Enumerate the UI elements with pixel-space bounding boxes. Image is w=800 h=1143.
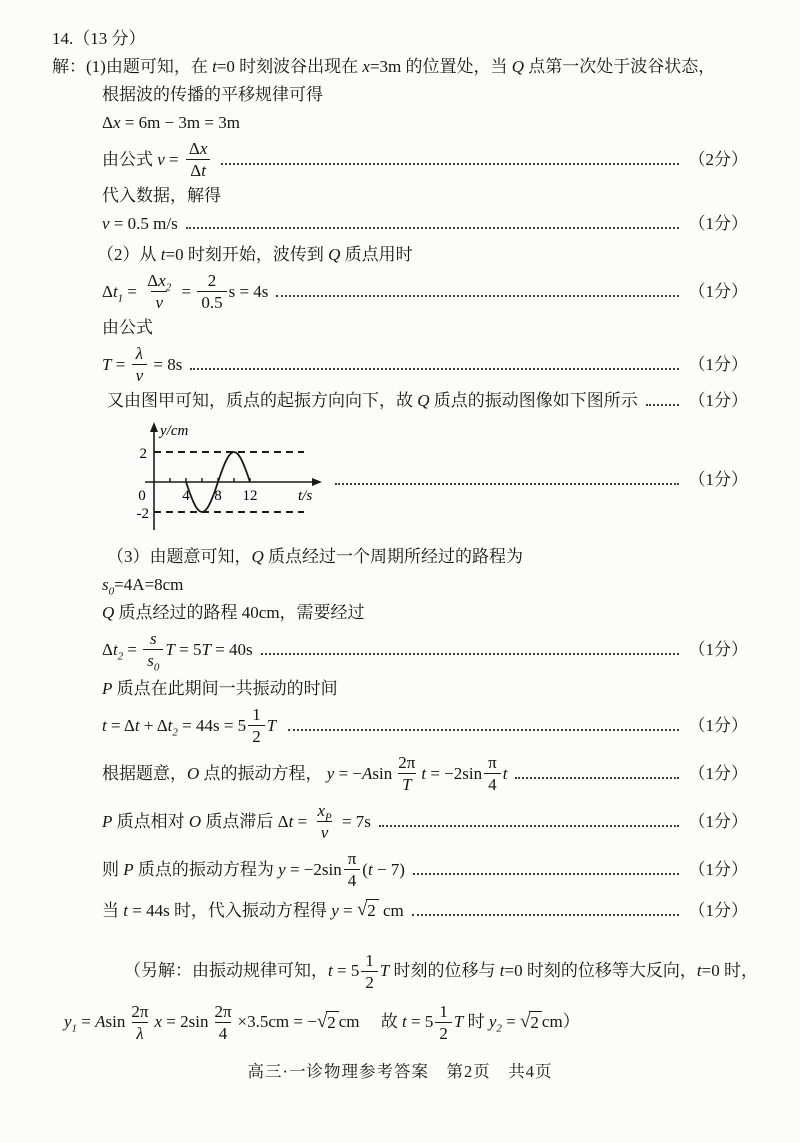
formula-v xyxy=(52,138,748,181)
fraction-numerator xyxy=(435,1001,452,1022)
text-segment: = 44s 时，代入振动方程得 xyxy=(127,900,332,920)
formula-t-total xyxy=(52,704,748,747)
text-segment: Δ xyxy=(102,113,113,132)
math-variable: $x_2$ xyxy=(158,271,172,294)
fraction xyxy=(435,1001,452,1044)
text-segment: = xyxy=(338,900,357,920)
math-variable: T xyxy=(201,639,211,659)
line-content xyxy=(102,676,338,702)
graph-row xyxy=(52,420,748,540)
text-segment xyxy=(276,713,280,739)
text-segment: =0 时， xyxy=(701,961,758,981)
fraction-denominator xyxy=(484,773,501,795)
fraction-denominator xyxy=(398,773,415,795)
y-axis-label: y/cm xyxy=(160,423,189,440)
fraction xyxy=(197,270,226,313)
formula-lag xyxy=(52,800,748,843)
math-variable: t xyxy=(421,763,427,783)
math-variable: x xyxy=(112,113,121,132)
fraction-denominator xyxy=(435,1022,452,1044)
text-segment: = xyxy=(501,1012,520,1032)
text-segment: = 5 xyxy=(406,1012,434,1032)
score-label: （1分） xyxy=(688,470,748,490)
math-variable: T xyxy=(266,715,277,735)
math-variable: t xyxy=(328,961,333,981)
line-content xyxy=(107,544,523,570)
math-variable: x xyxy=(362,57,370,76)
math-variable: t xyxy=(367,859,373,879)
text-segment: 质点相对 xyxy=(112,811,189,831)
text-segment: = − xyxy=(334,763,363,783)
problem-header xyxy=(52,26,748,52)
subscript: 1 xyxy=(71,1022,78,1035)
math-variable: y xyxy=(331,900,339,920)
text-segment: = xyxy=(123,639,142,659)
text-segment: Δ xyxy=(102,281,113,301)
text-by-formula xyxy=(52,315,748,341)
text-segment: − 7) xyxy=(372,859,405,879)
text-segment: = xyxy=(293,811,312,831)
text-segment: =0 时刻的位移等大反向， xyxy=(504,961,697,981)
text-segment: 2 xyxy=(365,972,374,992)
fraction xyxy=(394,752,419,795)
sqrt-expression xyxy=(317,1011,339,1033)
alt-solution-2 xyxy=(52,1001,748,1044)
math-variable: Q xyxy=(417,391,430,411)
subscript: 0 xyxy=(153,661,160,674)
text-segment: 1 xyxy=(365,950,374,970)
text-segment: 当 xyxy=(102,900,124,920)
dotted-leader xyxy=(335,483,679,485)
text-segment: sin xyxy=(105,1012,126,1032)
line-content xyxy=(124,950,758,993)
fraction-numerator xyxy=(394,752,419,773)
text-segment: ×3.5cm = − xyxy=(237,1012,317,1032)
text-segment: 4 xyxy=(347,871,357,891)
math-variable: t xyxy=(160,245,166,265)
fraction-numerator xyxy=(185,138,211,159)
subscript: 2 xyxy=(165,281,172,294)
fraction-numerator xyxy=(146,628,161,649)
text-segment: + Δ xyxy=(139,715,168,735)
text-segment: 2π xyxy=(131,1001,149,1021)
math-variable: Q xyxy=(102,603,115,623)
origin-label: 0 xyxy=(138,488,146,505)
fraction xyxy=(132,343,148,386)
math-variable: t xyxy=(696,961,702,981)
text-segment: 2 xyxy=(207,271,217,291)
sqrt-radicand: 2 xyxy=(326,1011,339,1033)
line-content xyxy=(102,343,182,386)
math-variable: P xyxy=(102,811,113,831)
text-segment: ( xyxy=(362,859,368,879)
math-variable: O xyxy=(188,811,202,831)
text-segment: cm） xyxy=(541,1012,580,1032)
text-segment: = 7s xyxy=(337,811,371,831)
math-variable: t xyxy=(402,1012,407,1032)
text-segment: Δ xyxy=(102,639,113,659)
part2-intro xyxy=(52,242,748,268)
fraction xyxy=(484,752,501,795)
fraction-denominator xyxy=(344,869,361,891)
text-segment: （3）由题意可知， xyxy=(107,547,252,567)
math-variable: t xyxy=(123,900,128,920)
text-segment: 2π xyxy=(214,1001,232,1021)
score-label: （1分） xyxy=(688,639,748,659)
text-segment: =4A=8cm xyxy=(114,575,184,595)
dotted-leader xyxy=(221,163,678,165)
math-variable: λ xyxy=(135,344,144,364)
fraction-numerator xyxy=(344,848,361,869)
text-path-40cm xyxy=(52,600,748,626)
dotted-leader xyxy=(288,729,678,731)
text-segment: cm xyxy=(378,900,404,920)
text-segment: 2π xyxy=(398,753,416,773)
math-variable: $y_1$ xyxy=(64,1012,78,1035)
text-segment: 质点的振动方程为 xyxy=(133,859,279,879)
text-graph-intro xyxy=(52,388,748,414)
text-segment: 质点用时 xyxy=(340,245,413,265)
math-variable: t xyxy=(134,715,140,735)
text-segment: = 6m − 3m = 3m xyxy=(120,113,240,132)
fraction-denominator xyxy=(361,971,378,993)
part3-intro xyxy=(52,544,748,570)
score-label: （1分） xyxy=(688,900,748,920)
formula-dt2 xyxy=(52,628,748,674)
line-content xyxy=(102,82,323,108)
subscript: 0 xyxy=(108,585,115,598)
line-content xyxy=(102,270,268,313)
text-segment: 1 xyxy=(439,1001,448,1021)
sqrt-radicand: 2 xyxy=(529,1011,542,1033)
score-label: （1分） xyxy=(688,354,748,374)
math-variable: $t_2$ xyxy=(112,639,124,663)
text-segment: 由公式 xyxy=(102,149,158,169)
fraction-numerator xyxy=(210,1001,235,1022)
math-variable: t xyxy=(102,715,107,735)
fraction-denominator xyxy=(132,1022,147,1044)
fraction-denominator xyxy=(151,291,167,313)
fraction xyxy=(248,704,265,747)
text-segment: = xyxy=(111,354,130,374)
math-variable: v xyxy=(157,149,165,169)
sqrt-expression xyxy=(520,1011,542,1033)
line-content xyxy=(102,704,280,747)
text-segment: = −2sin xyxy=(426,763,483,783)
line-content xyxy=(102,138,213,181)
dotted-leader xyxy=(413,873,679,875)
formula-y-result xyxy=(52,898,748,924)
alt-solution-1 xyxy=(52,950,758,993)
fraction-numerator xyxy=(361,950,378,971)
math-variable: T xyxy=(102,354,112,374)
subscript: 2 xyxy=(496,1022,502,1035)
score-label: （1分） xyxy=(688,763,748,783)
fraction xyxy=(127,1001,152,1044)
text-segment: 质点的振动图像如下图所示 xyxy=(429,391,638,411)
subscript: 2 xyxy=(117,650,124,663)
text-segment: = −2sin xyxy=(285,859,342,879)
formula-v-value xyxy=(52,211,748,237)
text-segment: 0.5 xyxy=(201,293,223,313)
text-segment: 时刻的位移与 xyxy=(389,961,500,981)
text-segment: 代入数据，解得 xyxy=(102,186,221,206)
line-content xyxy=(112,420,327,540)
score-label: （1分） xyxy=(688,214,748,234)
text-segment: = 40s xyxy=(210,639,253,659)
math-variable: $s_0$ xyxy=(147,651,160,674)
line-content xyxy=(102,898,404,924)
text-segment: π xyxy=(347,849,357,869)
fraction-denominator xyxy=(215,1022,232,1044)
math-variable: y xyxy=(326,763,335,783)
dotted-leader xyxy=(412,914,679,916)
dotted-leader xyxy=(190,368,678,370)
subscript: P xyxy=(324,811,332,824)
text-segment: =0 时刻波谷出现在 xyxy=(216,57,363,76)
line-content xyxy=(102,848,405,891)
x-axis-label: t/s xyxy=(298,488,313,505)
math-variable: t xyxy=(212,57,217,76)
text-segment: cm 故 xyxy=(338,1012,403,1032)
oscillation-graph xyxy=(112,420,327,540)
y-tick-label-2: 2 xyxy=(139,446,147,463)
text-segment: Δ xyxy=(147,271,159,291)
score-label: （1分） xyxy=(688,715,748,735)
math-variable: T xyxy=(453,1012,464,1032)
fraction-denominator xyxy=(197,291,226,313)
math-variable: T xyxy=(402,775,412,795)
text-segment: = 8s xyxy=(149,354,183,374)
dotted-leader xyxy=(276,295,678,297)
text-segment: = 0.5 m/s xyxy=(109,214,178,234)
subscript: 2 xyxy=(172,726,178,739)
text-substitute xyxy=(52,183,748,209)
math-variable: A xyxy=(362,763,373,783)
math-variable: $t_1$ xyxy=(112,281,124,304)
math-variable: t xyxy=(288,811,294,831)
math-variable: $s_0$ xyxy=(102,575,115,598)
fraction xyxy=(143,628,163,674)
fraction-numerator xyxy=(248,704,265,725)
math-variable: t xyxy=(201,161,206,181)
dotted-leader xyxy=(261,653,679,655)
text-P-time xyxy=(52,676,748,702)
text-segment: 由公式 xyxy=(102,318,153,338)
score-label: （1分） xyxy=(688,391,748,411)
math-variable: Q xyxy=(511,57,525,76)
text-segment: 质点经过的路程 40cm，需要经过 xyxy=(114,603,365,623)
math-variable: y xyxy=(278,859,286,879)
line-content xyxy=(102,110,240,136)
x-axis-arrow xyxy=(312,478,322,486)
formula-P-equation xyxy=(52,848,748,891)
line-content xyxy=(102,211,178,237)
fraction-denominator xyxy=(317,821,333,843)
text-segment: （2）从 xyxy=(97,245,161,265)
math-variable: $x_P$ xyxy=(317,801,332,824)
line-content xyxy=(52,54,715,80)
subscript: 1 xyxy=(117,291,124,304)
math-variable: s xyxy=(150,629,157,649)
text-segment: = xyxy=(177,281,196,301)
dotted-leader xyxy=(646,404,679,406)
formula-dx xyxy=(52,110,748,136)
text-segment: 4 xyxy=(488,775,497,795)
text-segment: = 5 xyxy=(332,961,360,981)
text-segment: = xyxy=(77,1012,96,1032)
math-variable: v xyxy=(102,214,110,234)
formula-O-equation xyxy=(52,752,748,795)
math-variable: λ xyxy=(136,1023,144,1043)
text-segment: = xyxy=(164,149,183,169)
text-segment: = xyxy=(123,281,142,301)
line-content xyxy=(52,26,146,52)
math-variable: Q xyxy=(251,547,264,567)
text-segment: = Δ xyxy=(106,715,135,735)
solution-line-1 xyxy=(52,54,748,80)
x-tick-label: 12 xyxy=(242,488,258,505)
text-segment: 解：(1)由题可知，在 xyxy=(52,57,213,76)
text-segment: 质点在此期间一共振动的时间 xyxy=(112,679,338,699)
fraction-numerator xyxy=(313,800,335,824)
score-label: （1分） xyxy=(688,811,748,831)
text-segment: 4 xyxy=(218,1023,228,1043)
math-variable: t xyxy=(502,763,508,783)
fraction-denominator xyxy=(186,159,210,181)
math-variable: v xyxy=(155,293,164,313)
formula-T xyxy=(52,343,748,386)
math-variable: T xyxy=(379,961,390,981)
sqrt-radicand: 2 xyxy=(366,899,379,921)
math-variable: t xyxy=(499,961,505,981)
text-segment: = 44s = 5 xyxy=(177,715,247,735)
math-variable: $t_2$ xyxy=(167,715,178,739)
text-segment: 则 xyxy=(102,859,124,879)
line-content xyxy=(102,315,153,341)
text-segment: 根据波的传播的平移规律可得 xyxy=(102,85,323,104)
text-segment: s = 4s xyxy=(228,281,269,301)
text-segment: = 5 xyxy=(174,639,202,659)
line-content xyxy=(102,183,221,209)
fraction xyxy=(361,950,378,993)
math-variable: Q xyxy=(328,245,341,265)
dotted-leader xyxy=(515,777,678,779)
math-variable: x xyxy=(154,1012,163,1032)
text-segment: 时 xyxy=(463,1012,489,1032)
fraction xyxy=(344,848,361,891)
line-content xyxy=(102,572,183,598)
fraction-numerator xyxy=(127,1001,152,1022)
y-tick-label-minus2: -2 xyxy=(136,506,149,523)
text-segment: Δ xyxy=(188,139,200,158)
text-segment: =0 时刻开始，波传到 xyxy=(165,245,329,265)
text-segment: 又由图甲可知，质点的起振方向向下，故 xyxy=(107,391,418,411)
fraction-denominator xyxy=(143,649,163,674)
score-label: （1分） xyxy=(688,859,748,879)
math-variable: P xyxy=(102,679,113,699)
text-segment: sin xyxy=(372,763,393,783)
sqrt-radical-sign: √ xyxy=(356,899,368,921)
fraction-numerator xyxy=(143,270,175,294)
text-segment: 1 xyxy=(252,705,261,725)
fraction xyxy=(313,800,335,843)
line-content xyxy=(64,1001,580,1044)
x-tick-label: 4 xyxy=(182,488,190,505)
math-variable: O xyxy=(187,763,200,783)
math-variable: v xyxy=(135,366,144,386)
line-content xyxy=(102,628,253,674)
text-segment: 质点滞后 Δ xyxy=(201,811,289,831)
dotted-leader xyxy=(379,825,679,827)
math-variable: x xyxy=(199,139,208,158)
text-segment: （另解：由振动规律可知， xyxy=(124,961,328,981)
text-segment: 质点经过一个周期所经过的路程为 xyxy=(263,547,524,567)
dotted-leader xyxy=(186,227,679,229)
text-segment: 14.（13 分） xyxy=(52,29,146,48)
fraction xyxy=(143,270,175,313)
math-variable: T xyxy=(165,639,175,659)
x-tick-label: 8 xyxy=(214,488,222,505)
text-segment: = 2sin xyxy=(162,1012,209,1032)
text-segment: =3m 的位置处，当 xyxy=(369,57,512,76)
sqrt-radical-sign: √ xyxy=(519,1010,531,1032)
line-content xyxy=(102,800,371,843)
math-variable: $y_2$ xyxy=(488,1012,502,1035)
fraction-denominator xyxy=(132,364,148,386)
page-footer: 高三·一诊物理参考答案 第2页 共4页 xyxy=(247,1062,553,1081)
formula-s0 xyxy=(52,572,748,598)
text-segment: 点的振动方程， xyxy=(199,763,327,783)
line-content xyxy=(97,242,413,268)
line-content xyxy=(102,752,507,795)
document-body xyxy=(52,24,758,1046)
text-segment: π xyxy=(488,753,497,773)
score-label: （2分） xyxy=(688,149,748,169)
math-variable: v xyxy=(320,823,329,843)
fraction-numerator xyxy=(204,270,221,291)
text-segment: 2 xyxy=(439,1023,448,1043)
fraction xyxy=(210,1001,235,1044)
y-axis-arrow xyxy=(150,422,158,432)
fraction-numerator xyxy=(132,343,147,364)
line-content xyxy=(102,600,365,626)
text-segment: 根据题意， xyxy=(102,763,187,783)
score-label: （1分） xyxy=(688,281,748,301)
text-segment: 2 xyxy=(252,727,261,747)
sqrt-radical-sign: √ xyxy=(316,1010,328,1032)
text-segment: Δ xyxy=(190,161,202,181)
fraction-denominator xyxy=(248,725,265,747)
sqrt-expression xyxy=(357,899,379,921)
math-variable: A xyxy=(95,1012,106,1032)
fraction-numerator xyxy=(484,752,501,773)
text-segment: 点第一次处于波谷状态， xyxy=(524,57,716,76)
solution-line-2 xyxy=(52,82,748,108)
fraction xyxy=(185,138,211,181)
math-variable: P xyxy=(123,859,134,879)
line-content xyxy=(107,388,638,414)
formula-dt1 xyxy=(52,270,748,313)
